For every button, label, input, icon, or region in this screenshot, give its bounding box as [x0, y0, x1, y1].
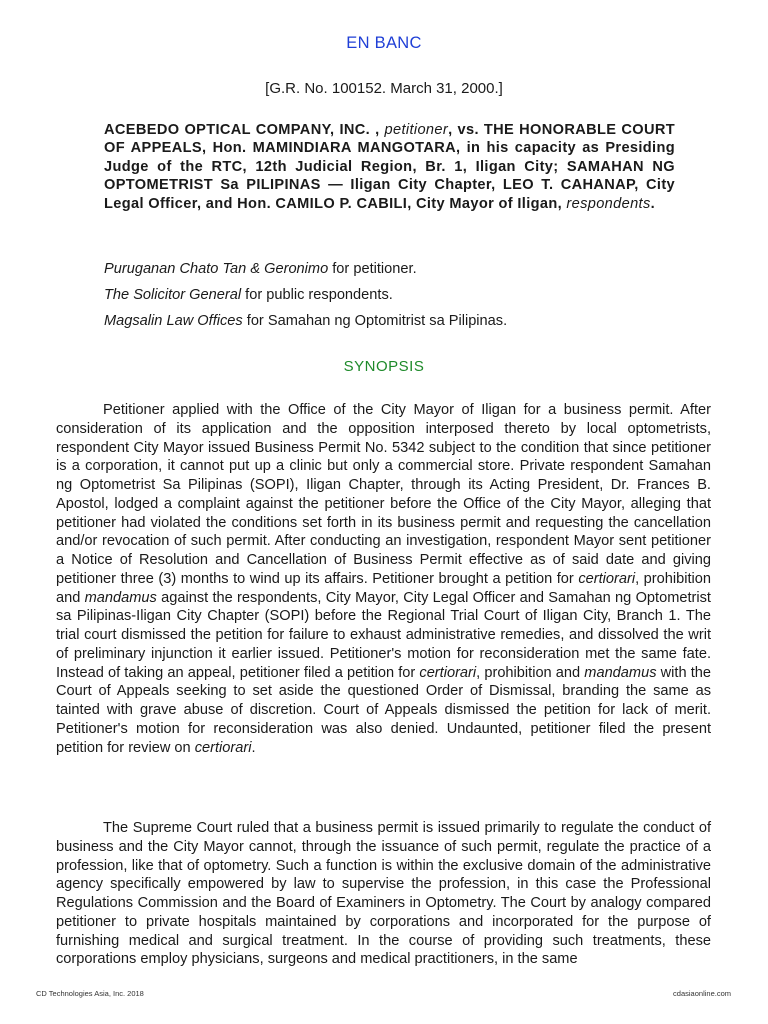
counsel-line: [104, 287, 724, 303]
counsel-line: [104, 261, 724, 277]
versus: vs.: [457, 122, 479, 138]
petitioner-role: petitioner: [384, 122, 449, 138]
counsel-line: [104, 313, 724, 329]
counsel-name: Puruganan Chato Tan & Geronimo: [104, 261, 329, 277]
counsel-name: Magsalin Law Offices: [104, 313, 243, 329]
case-caption: ACEBEDO OPTICAL COMPANY, INC. , petitioner, vs. THE HONORABLE COURT OF APPEALS, Hon. MAMINDIARA MANGOTARA, in his capacity as Presiding Judge of the RTC, 12th Judicial Region, Br. 1, Iligan City; SAMAHAN NG OPTOMETRIST Sa PILIPINAS — Iligan City Chapter, LEO T. CAHANAP, City Legal Officer, and Hon. CAMILO P. CABILI, City Mayor of Iligan, respondents.: [104, 122, 676, 212]
footer-publisher: CD Technologies Asia, Inc. 2018: [36, 989, 144, 998]
petitioner-name: ACEBEDO OPTICAL COMPANY, INC. ,: [104, 122, 380, 138]
counsel-name: The Solicitor General: [104, 287, 242, 303]
footer-website-link[interactable]: cdasiaonline.com: [673, 989, 731, 998]
respondents-role: respondents: [566, 195, 651, 212]
counsel-for: for public respondents.: [245, 287, 393, 303]
respondents-names: THE HONORABLE COURT OF APPEALS, Hon. MAMINDIARA MANGOTARA, in his capacity as Presiding Judge of the RTC, 12th Judicial Region, Br. 1, Iligan City; SAMAHAN NG OPTOMETRIST Sa PILIPINAS — Iligan City Chapter, LEO T. CAHANAP, City Legal Officer, and Hon. CAMILO P. CABILI, City Mayor of Iligan,: [104, 122, 676, 212]
counsel-for: for petitioner.: [332, 261, 417, 277]
counsel-for: for Samahan ng Optomitrist sa Pilipinas.: [246, 313, 508, 329]
synopsis-paragraph: Petitioner applied with the Office of the City Mayor of Iligan for a business permit. After consideration of its application and the opposition interposed thereto by local optometrists, respondent City Mayor issued Business Permit No. 5342 subject to the condition that since petitioner is a corporation, it cannot put up a clinic but only a commercial store. Private respondent Samahan ng Optometrist Sa Pilipinas (SOPI), Iligan Chapter, through its Acting President, Dr. Frances B. Apostol, lodged a complaint against the petitioner before the Office of the City Mayor, alleging that petitioner had violated the conditions set forth in its business permit and requesting the cancellation and/or revocation of such permit. After conducting an investigation, respondent Mayor sent petitioner a Notice of Resolution and Cancellation of Business Permit effective as of said date and giving petitioner three (3) months to wind up its affairs. Petitioner brought a petition for certiorari, prohibition and mandamus against the respondents, City Mayor, City Legal Officer and Samahan ng Optometrist sa Pilipinas-Iligan City Chapter (SOPI) before the Regional Trial Court of Iligan City, Branch 1. The trial court dismissed the petition for failure to exhaust administrative remedies, and dissolved the writ of preliminary injunction it earlier issued. Petitioner's motion for reconsideration met the same fate. Instead of taking an appeal, petitioner filed a petition for certiorari, prohibition and mandamus with the Court of Appeals seeking to set aside the questioned Order of Dismissal, branding the same as tainted with grave abuse of discretion. Court of Appeals dismissed the petition for lack of merit. Petitioner's motion for reconsideration was also denied. Undaunted, petitioner filed the present petition for review on certiorari.: [56, 402, 712, 756]
case-number: [G.R. No. 100152. March 31, 2000.]: [265, 80, 503, 97]
synopsis-heading: SYNOPSIS: [343, 358, 425, 375]
synopsis-paragraph: The Supreme Court ruled that a business permit is issued primarily to regulate the conduct of business and the City Mayor cannot, through the issuance of such permit, regulate the practice of a profession, like that of optometry. Such a function is within the exclusive domain of the administrative agency specifically empowered by law to supervise the profession, in this case the Professional Regulations Commission and the Board of Examiners in Optometry. The Court by analogy compared petitioner to private hospitals maintained by corporations and incorporated for the purpose of furnishing medical and surgical treatment. In the course of providing such treatments, these corporations employ physicians, surgeons and medical practitioners, in the same: [56, 820, 711, 968]
court-division: EN BANC: [346, 34, 422, 52]
